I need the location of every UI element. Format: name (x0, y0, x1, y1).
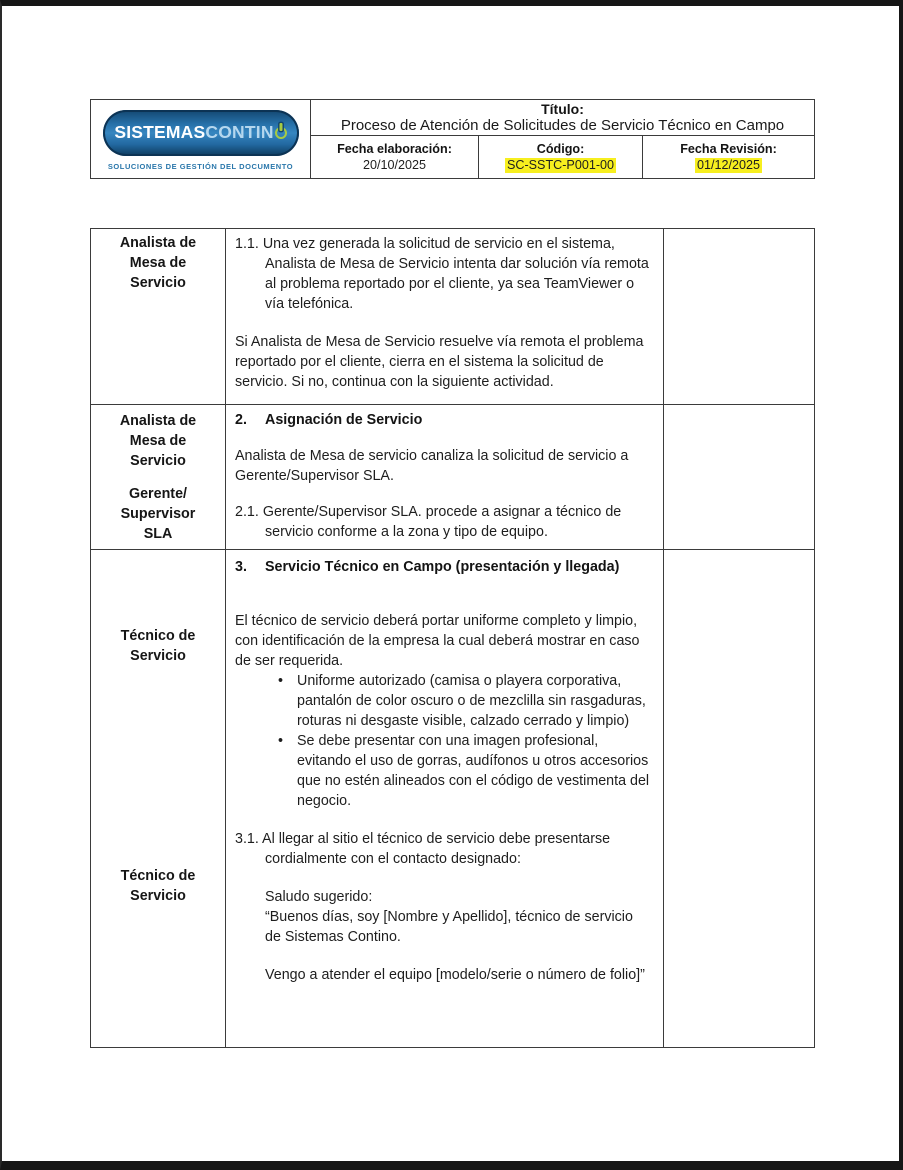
actor-label: Gerente/ Supervisor SLA (120, 486, 196, 542)
notes-cell (664, 405, 814, 549)
table-row (91, 550, 814, 1047)
actor-label: Técnico de Servicio (120, 628, 196, 664)
title-label: Título: (541, 101, 584, 117)
actor-label: Analista de Mesa de Servicio (119, 413, 197, 469)
actor-label: Analista de Mesa de Servicio (119, 235, 197, 291)
section-number: 2. (235, 412, 247, 428)
section-title: Servicio Técnico en Campo (presentación y llegada) (265, 559, 620, 575)
notes-cell (664, 550, 814, 1047)
logo-brand-light: CONTIN (205, 122, 274, 142)
header-title-block (311, 100, 814, 178)
company-logo (103, 110, 299, 156)
numbered-item: 3.1. Al llegar al sitio el técnico de servicio debe presentarse cordialmente con el contacto designado: (235, 831, 611, 867)
quote-block (235, 887, 651, 947)
section-title: Asignación de Servicio (265, 412, 423, 428)
actor-cell (91, 405, 226, 549)
field-value: 20/10/2025 (362, 158, 427, 172)
logo-tagline: SOLUCIONES DE GESTIÓN DEL DOCUMENTO (107, 161, 294, 171)
actor-label: Técnico de Servicio (120, 868, 196, 904)
field-value-highlighted: 01/12/2025 (696, 158, 761, 172)
field-label: Fecha elaboración: (337, 142, 452, 156)
field-codigo (479, 136, 643, 178)
document-header-table (90, 99, 815, 179)
field-label: Fecha Revisión: (680, 142, 777, 156)
notes-cell (664, 229, 814, 404)
quote-text: Vengo a atender el equipo [modelo/serie o número de folio]” (265, 967, 645, 983)
quote-label: Saludo sugerido: (265, 889, 373, 905)
paragraph: Analista de Mesa de servicio canaliza la solicitud de servicio a Gerente/Supervisor SLA. (235, 448, 629, 484)
paragraph: El técnico de servicio deberá portar uniforme completo y limpio, con identificación de la empresa la cual deberá mostrar en caso de ser requerida. (235, 613, 640, 669)
field-label: Código: (536, 142, 585, 156)
field-value-highlighted: SC-SSTC-P001-00 (506, 158, 615, 172)
section-heading (235, 410, 651, 430)
header-fields-row (311, 136, 814, 178)
table-row (91, 229, 814, 405)
logo-cell (91, 100, 311, 178)
table-row (91, 405, 814, 550)
bullet-item: • Se debe presentar con una imagen profesional, evitando el uso de gorras, audífonos u otros accesorios que no estén alineados con el código de vestimenta del negocio. (272, 731, 651, 811)
activity-cell (226, 405, 664, 549)
bullet-list (235, 671, 651, 811)
bullet-item: • Uniforme autorizado (camisa o playera corporativa, pantalón de color oscuro o de mezclilla sin rasgaduras, roturas ni desgaste visible, calzado cerrado y limpio) (272, 671, 651, 731)
logo-brand-bold: SISTEMAS (114, 122, 206, 142)
activity-cell (226, 550, 664, 1047)
section-number: 3. (235, 559, 247, 575)
power-icon (275, 127, 287, 139)
process-table (90, 228, 815, 1048)
field-fecha-elaboracion (311, 136, 479, 178)
numbered-item: 1.1. Una vez generada la solicitud de servicio en el sistema, Analista de Mesa de Servicio intenta dar solución vía remota al problema reportado por el cliente, ya sea TeamViewer o vía telefónica. (235, 236, 649, 312)
title-area (311, 100, 814, 136)
document-title: Proceso de Atención de Solicitudes de Servicio Técnico en Campo (340, 117, 785, 134)
numbered-item: 2.1. Gerente/Supervisor SLA. procede a asignar a técnico de servicio conforme a la zona y tipo de equipo. (235, 504, 622, 540)
logo-wordmark (114, 122, 286, 143)
actor-cell (91, 229, 226, 404)
actor-cell (91, 550, 226, 1047)
field-fecha-revision (643, 136, 814, 178)
paragraph: Si Analista de Mesa de Servicio resuelve vía remota el problema reportado por el cliente, cierra en el sistema la solicitud de servicio. Si no, continua con la siguiente actividad. (235, 334, 644, 390)
activity-cell (226, 229, 664, 404)
section-heading (235, 557, 651, 577)
quote-text: “Buenos días, soy [Nombre y Apellido], técnico de servicio de Sistemas Contino. (265, 909, 633, 945)
